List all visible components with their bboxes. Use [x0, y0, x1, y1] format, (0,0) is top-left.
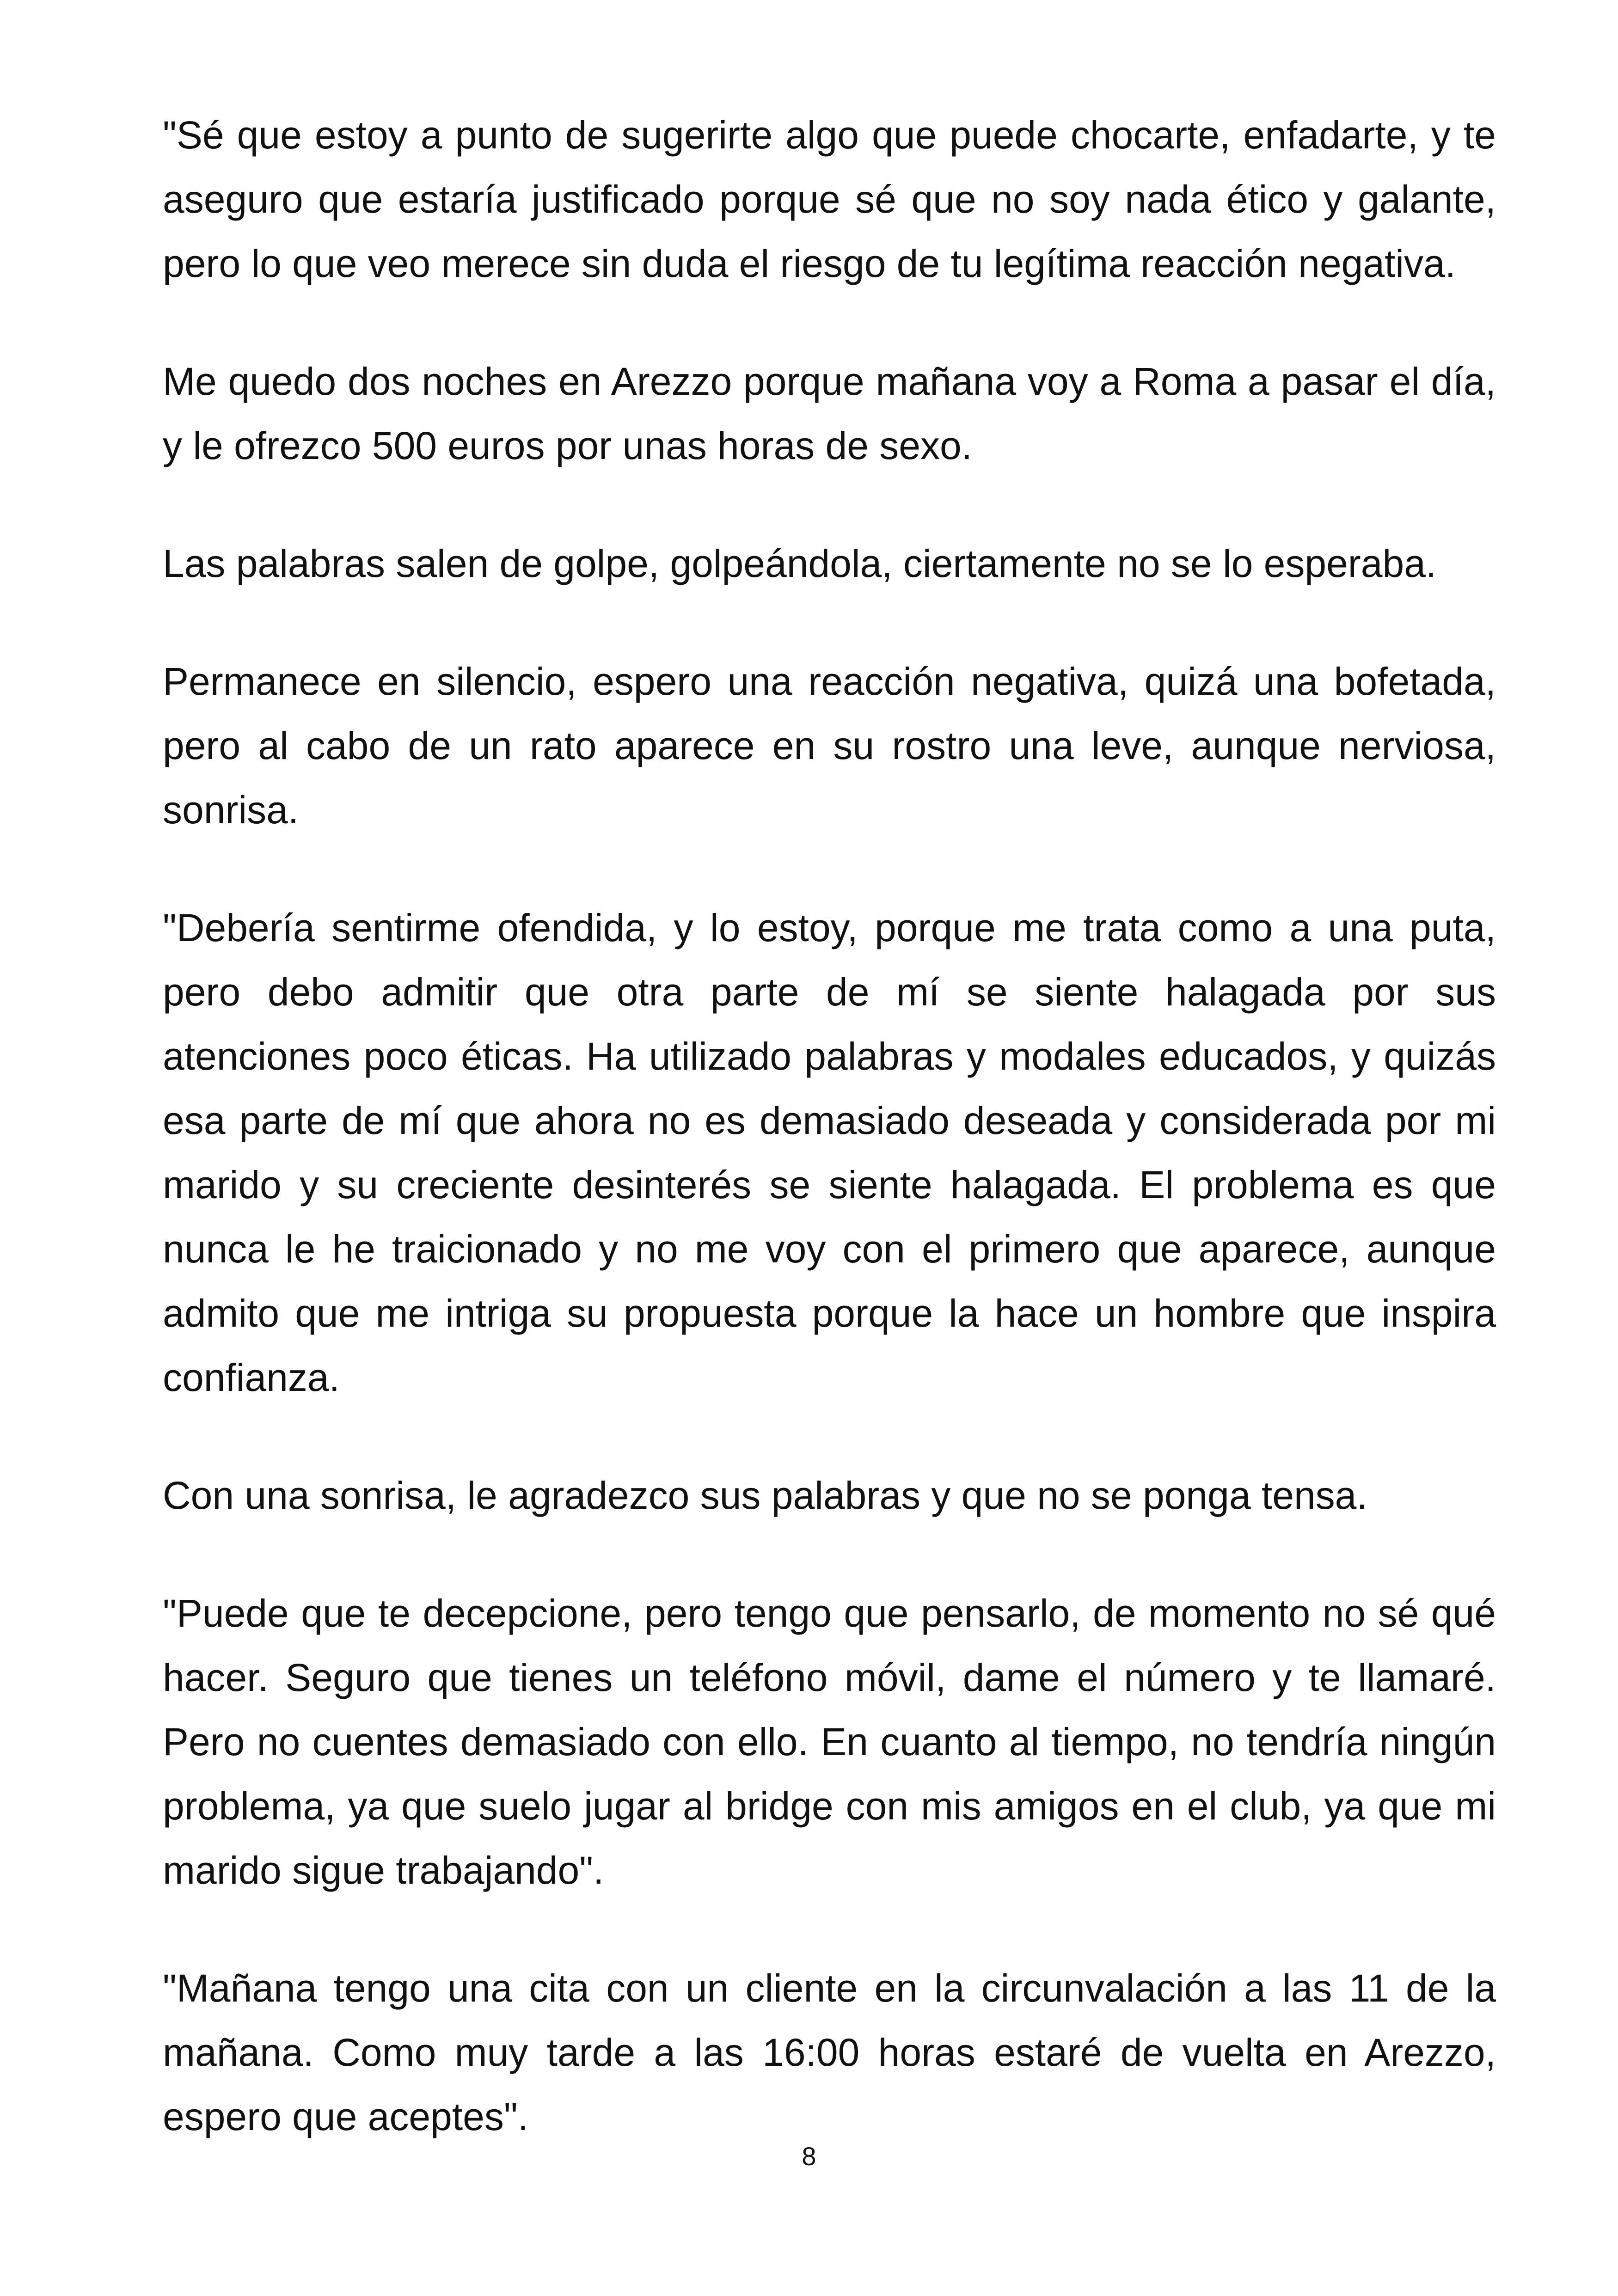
paragraph-4: Permanece en silencio, espero una reacción negativa, quizá una bofetada, pero al cabo de un rato aparece en su rostro una leve, aunque nerviosa, sonrisa. — [163, 660, 1496, 832]
body-text — [163, 103, 1496, 2203]
paragraph-3: Las palabras salen de golpe, golpeándola, ciertamente no se lo esperaba. — [163, 542, 1437, 585]
paragraph-1: "Sé que estoy a punto de sugerirte algo que puede chocarte, enfadarte, y te aseguro que estaría justificado porque sé que no soy nada ético y galante, pero lo que veo merece sin duda el riesgo de tu legítima reacción negativa. — [163, 113, 1496, 285]
page-number: 8 — [802, 2142, 816, 2171]
paragraph-6: Con una sonrisa, le agradezco sus palabras y que no se ponga tensa. — [163, 1474, 1367, 1517]
paragraph-7: "Puede que te decepcione, pero tengo que pensarlo, de momento no sé qué hacer. Seguro que tienes un teléfono móvil, dame el número y te llamaré. Pero no cuentes demasiado con ello. En cuanto al tiempo, no tendría ningún problema, ya que suelo jugar al bridge con mis amigos en el club, ya que mi marido sigue trabajando". — [163, 1592, 1496, 1892]
paragraph-8: "Mañana tengo una cita con un cliente en la circunvalación a las 11 de la mañana. Como muy tarde a las 16:00 horas estaré de vuelta en Arezzo, espero que aceptes". — [163, 1966, 1496, 2138]
paragraph-2: Me quedo dos noches en Arezzo porque mañana voy a Roma a pasar el día, y le ofrezco 500 euros por unas horas de sexo. — [163, 360, 1496, 467]
paragraph-5: "Debería sentirme ofendida, y lo estoy, porque me trata como a una puta, pero debo admitir que otra parte de mí se siente halagada por sus atenciones poco éticas. Ha utilizado palabras y modales educados, y quizás esa parte de mí que ahora no es demasiado deseada y considerada por mi marido y su creciente desinterés se siente halagada. El problema es que nunca le he traicionado y no me voy con el primero que aparece, aunque admito que me intriga su propuesta porque la hace un hombre que inspira confianza. — [163, 906, 1496, 1399]
